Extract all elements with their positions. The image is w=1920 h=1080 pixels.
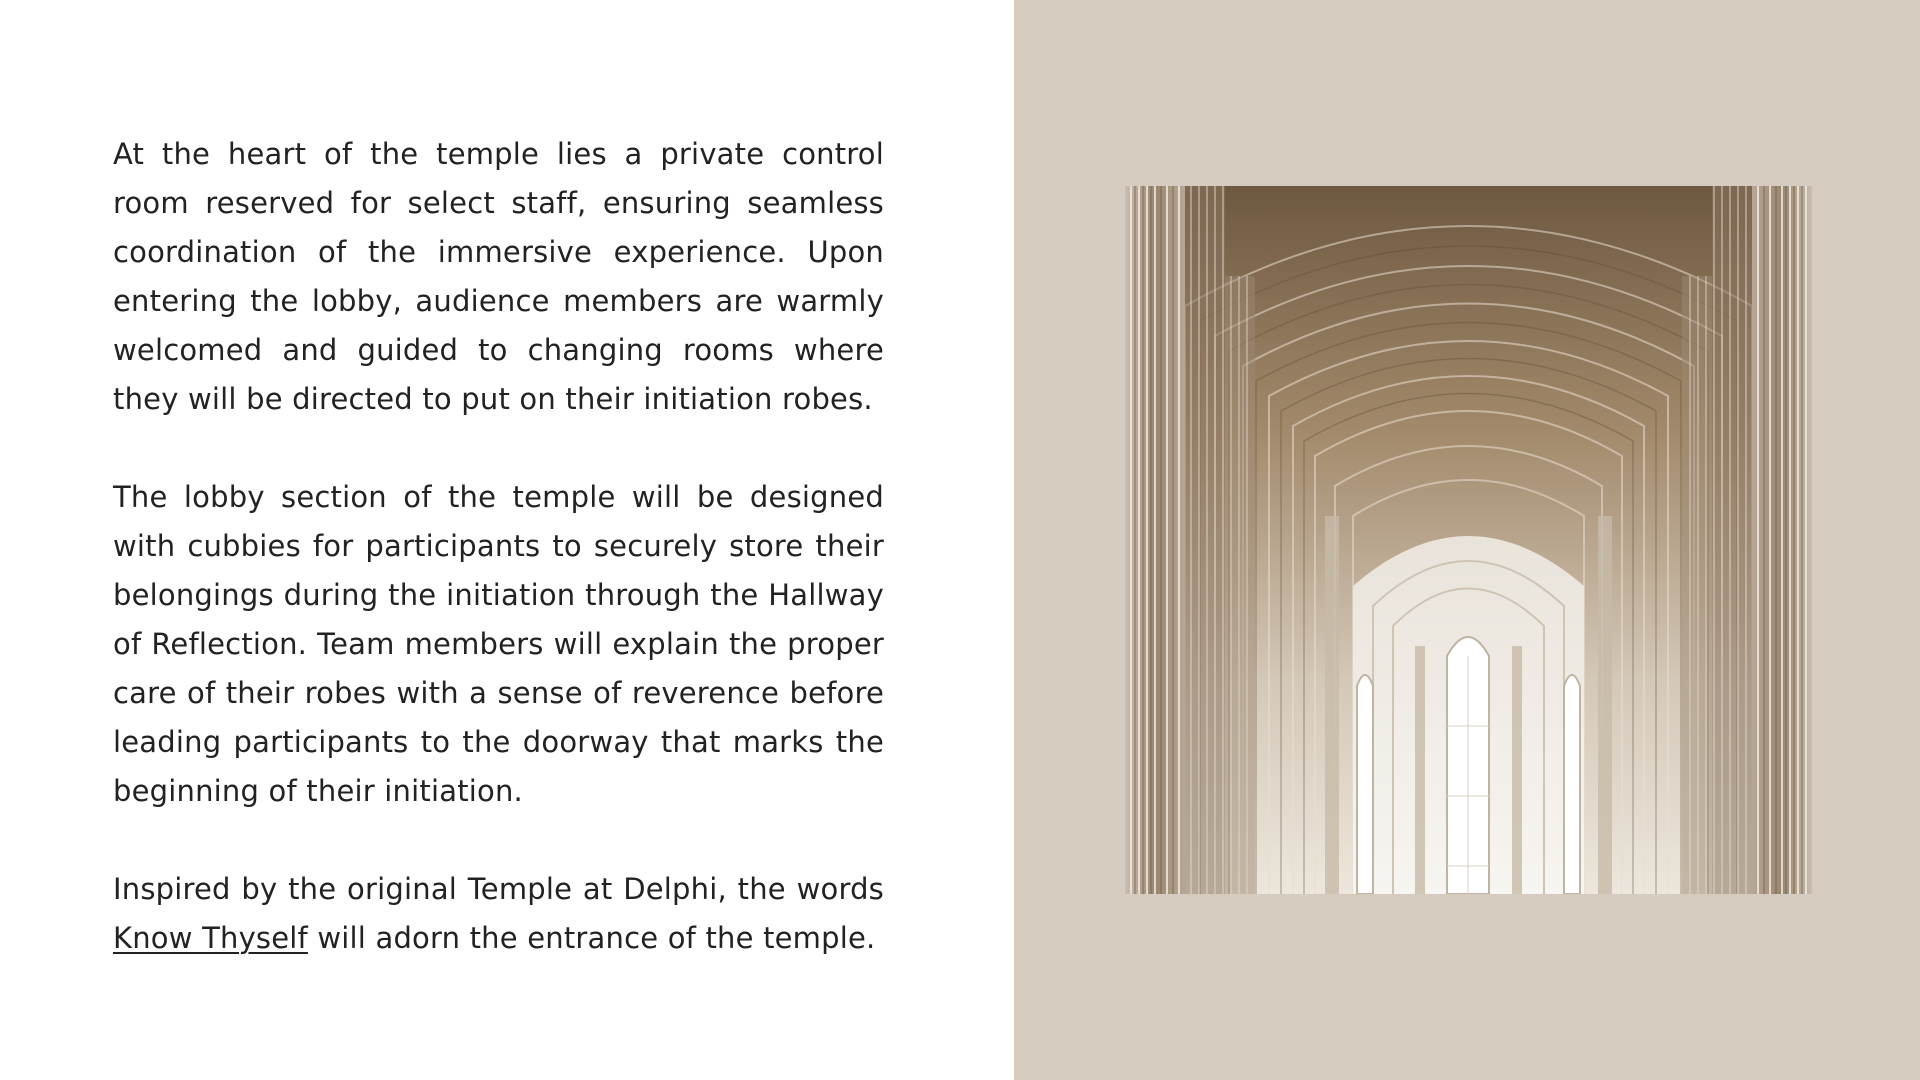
image-panel bbox=[1014, 0, 1920, 1080]
paragraph-delphi-lead: Inspired by the original Temple at Delphi, the words bbox=[113, 872, 884, 906]
paragraph-control-room: At the heart of the temple lies a private control room reserved for select staff, ensuring seamless coordination of the immersive experience. Upon entering the lobby, audience members are warmly welcomed and guided to changing rooms where they will be directed to put on their initiation robes. bbox=[113, 137, 884, 416]
know-thyself-link[interactable]: Know Thyself bbox=[113, 921, 308, 955]
paragraph-delphi bbox=[113, 865, 884, 963]
text-panel bbox=[113, 130, 884, 963]
paragraph-delphi-tail: will adorn the entrance of the temple. bbox=[307, 921, 876, 955]
cathedral-arches-icon bbox=[1125, 186, 1812, 894]
paragraph-lobby: The lobby section of the temple will be designed with cubbies for participants to securely store their belongings during the initiation through the Hallway of Reflection. Team members will explain the proper care of their robes with a sense of reverence before leading participants to the doorway that marks the beginning of their initiation. bbox=[113, 480, 884, 808]
